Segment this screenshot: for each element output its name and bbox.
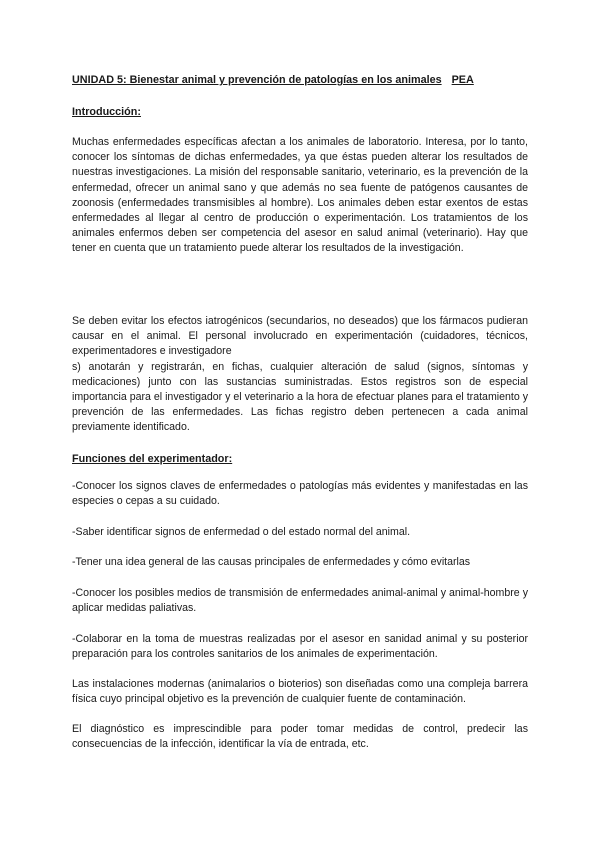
- function-item-3: -Tener una idea general de las causas principales de enfermedades y cómo evitarlas: [72, 556, 471, 568]
- intro-heading: Introducción:: [72, 106, 141, 118]
- function-item-2: -Saber identificar signos de enfermedad o del estado normal del animal.: [72, 526, 411, 538]
- unit-title: [72, 73, 528, 88]
- diagnosis-paragraph: El diagnóstico es imprescindible para poder tomar medidas de control, predecir las consecuencias de la infección, identificar la vía de entrada, etc.: [72, 723, 528, 751]
- iatrogenic-paragraph: [72, 314, 528, 436]
- intro-paragraph: Muchas enfermedades específicas afectan a los animales de laboratorio. Interesa, por lo tanto, conocer los síntomas de dichas enfermedades, ya que éstas pueden alterar los resultados de nuestras investigaciones. La misión del responsable sanitario, veterinario, es la prevención de la enfermedad, ofrecer un animal sano y que además no sea fuente de patógenos causantes de zoonosis (enfermedades transmisibles al hombre). Los animales deben estar exentos de estas enfermedades al llegar al centro de producción o experimentación. Los tratamientos de los animales enfermos deben ser competencia del asesor en salud animal (veterinario). Hay que tener en cuenta que un tratamiento puede alterar los resultados de la investigación.: [72, 136, 528, 255]
- function-item-1: -Conocer los signos claves de enfermedades o patologías más evidentes y manifestadas en las especies o cepas a su cuidado.: [72, 480, 528, 508]
- functions-heading: Funciones del experimentador:: [72, 453, 233, 465]
- facilities-paragraph: Las instalaciones modernas (animalarios o bioterios) son diseñadas como una compleja barrera física cuyo principal objetivo es la prevención de cualquier fuente de contaminación.: [72, 678, 528, 706]
- function-item-5: -Colaborar en la toma de muestras realizadas por el asesor en sanidad animal y su posterior preparación para los controles sanitarios de los animales de experimentación.: [72, 633, 528, 661]
- unit-title-text: UNIDAD 5: Bienestar animal y prevención de patologías en los animales: [72, 74, 442, 86]
- iatrogenic-paragraph-part2: s) anotarán y registrarán, en fichas, cualquier alteración de salud (signos, síntomas y medicaciones) junto con las sustancias suministradas. Estos registros son de especial importancia para el investigador y el veterinario a la hora de efectuar planes para el tratamiento y prevención de las enfermedades. Las fichas registro deben pertenecen a cada animal previamente identificado.: [72, 360, 528, 434]
- unit-title-tag: PEA: [451, 74, 474, 86]
- iatrogenic-paragraph-part1: Se deben evitar los efectos iatrogénicos (secundarios, no deseados) que los fármacos pudieran causar en el animal. El personal involucrado en experimentación (cuidadores, técnicos, experimentadores e investigadore: [72, 315, 528, 358]
- function-item-4: -Conocer los posibles medios de transmisión de enfermedades animal-animal y animal-hombre y aplicar medidas paliativas.: [72, 587, 528, 615]
